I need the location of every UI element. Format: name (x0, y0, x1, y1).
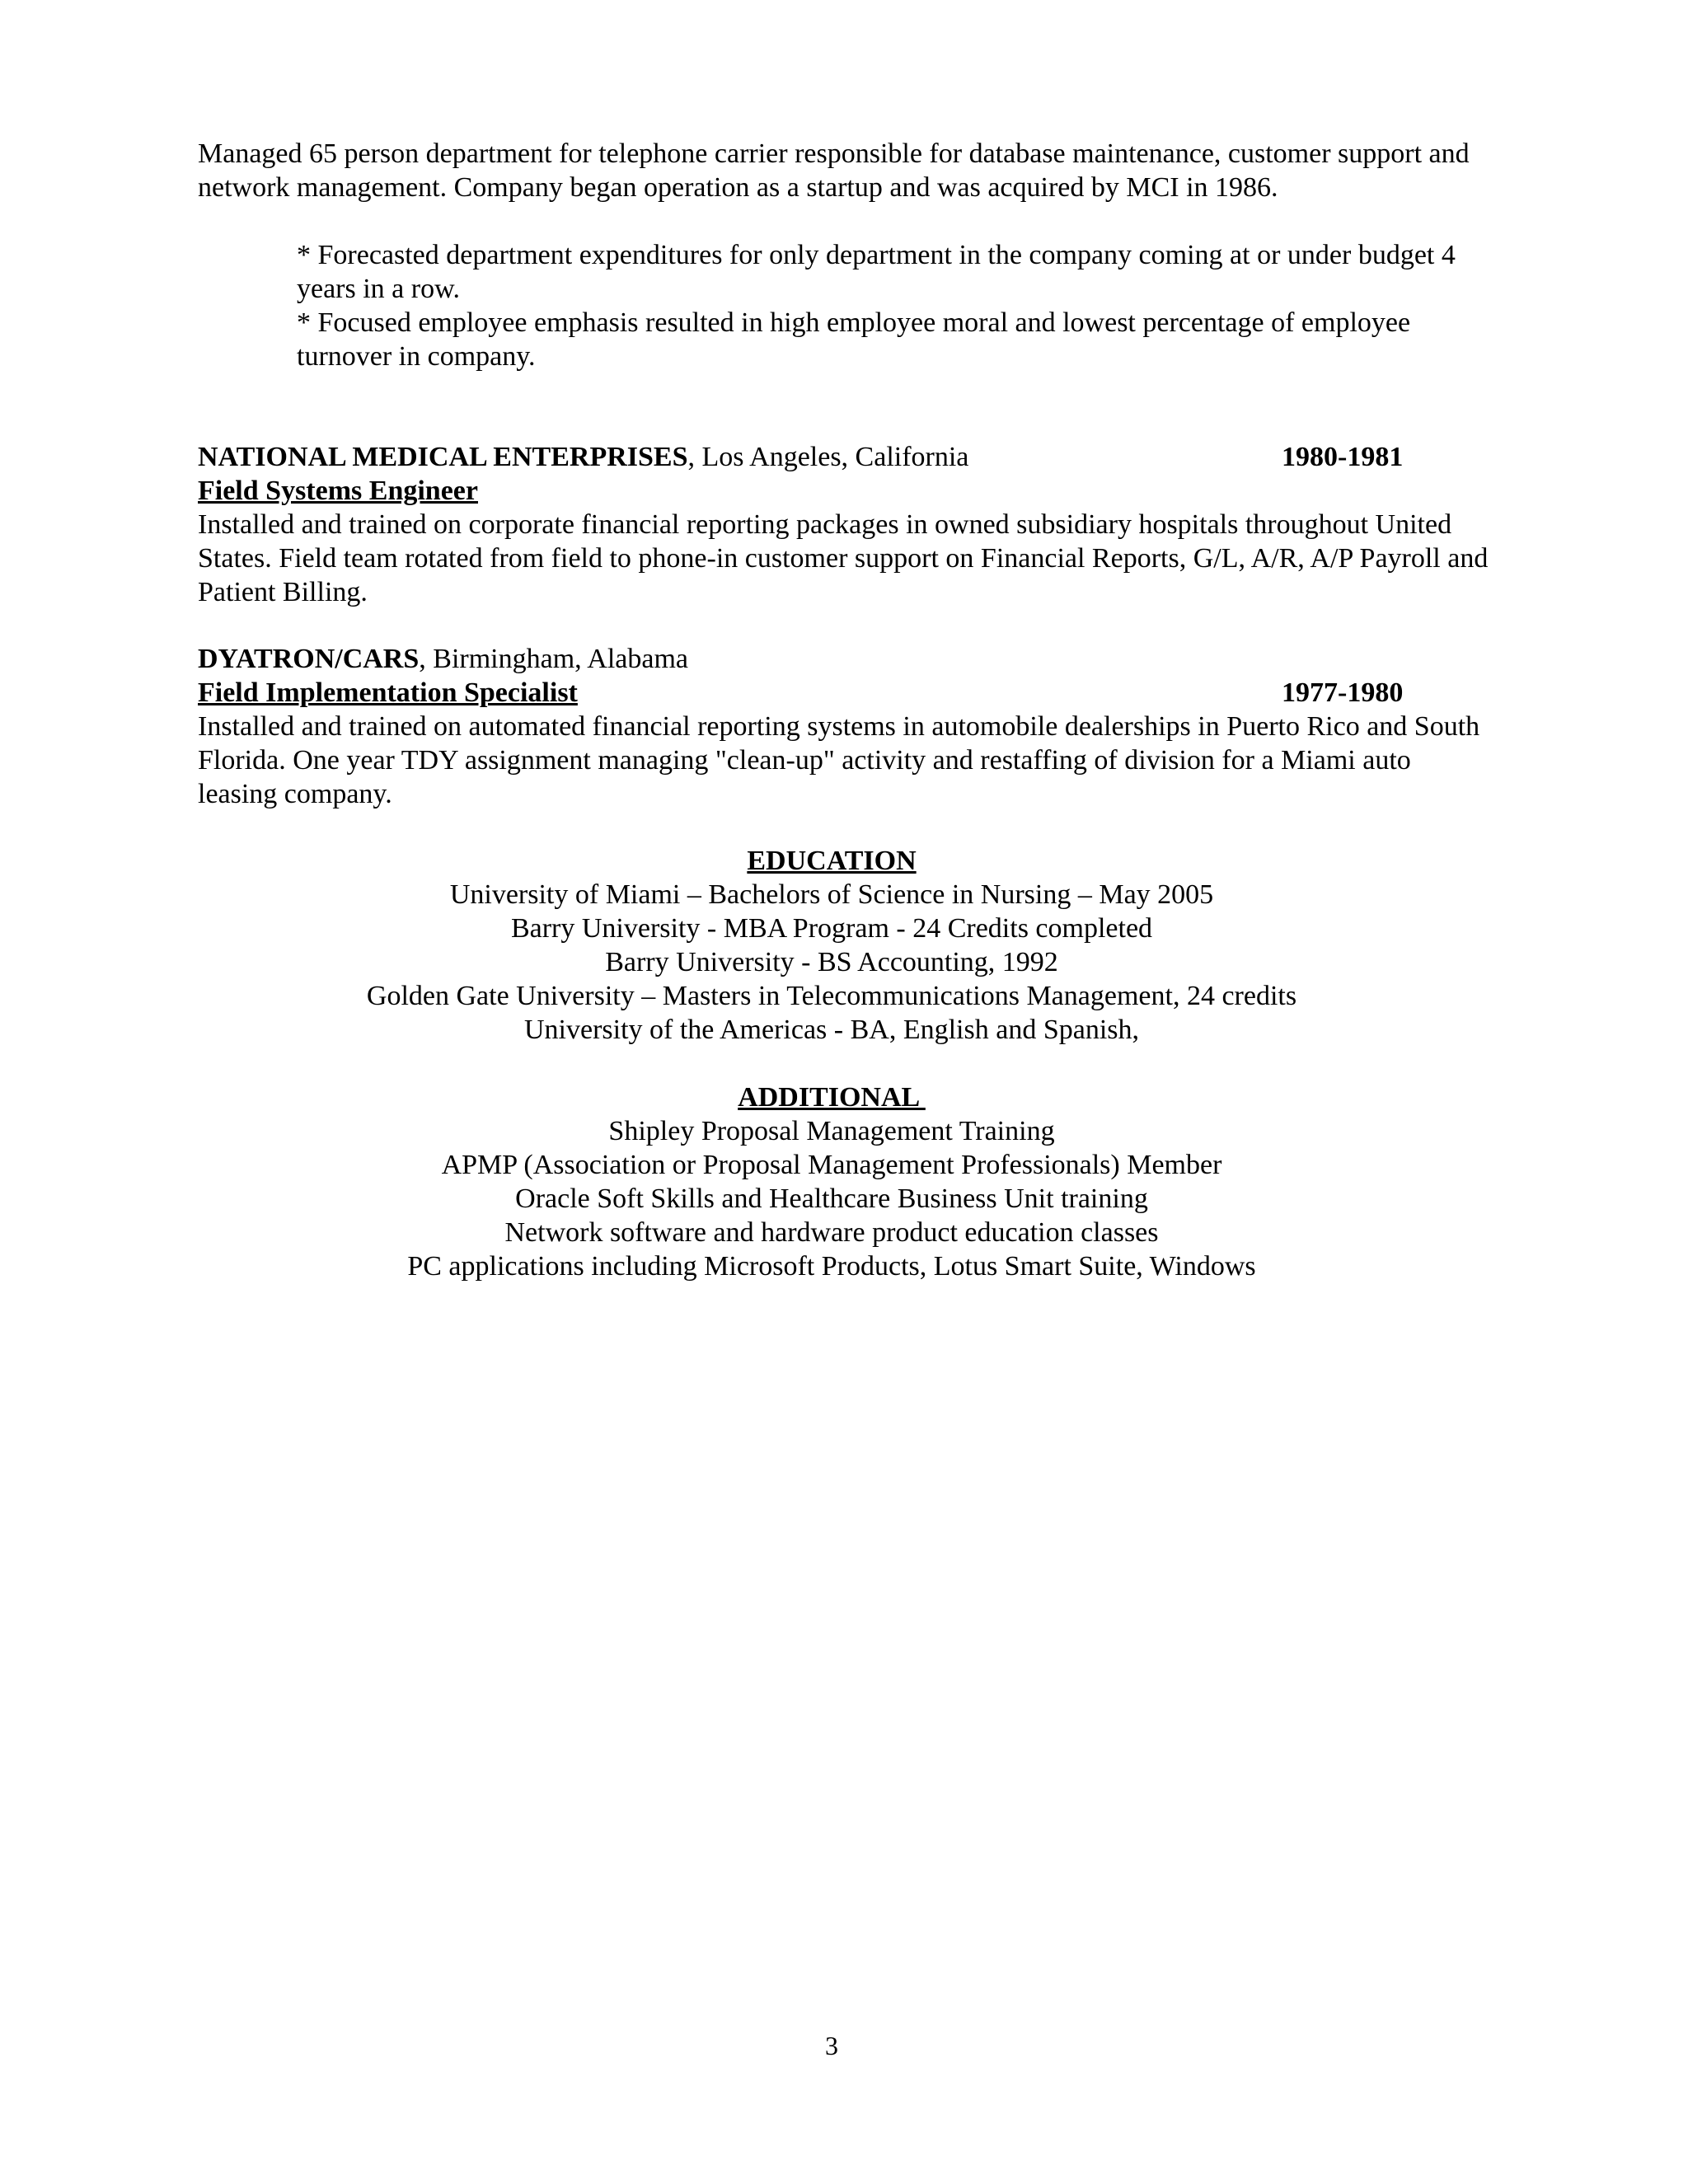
job-title: Field Implementation Specialist (198, 677, 578, 708)
education-item: Barry University - MBA Program - 24 Credits completed (510, 913, 1153, 944)
additional-item: Shipley Proposal Management Training (608, 1116, 1055, 1146)
intro-paragraph: Managed 65 person department for telephone carrier responsible for database maintenance, customer support and network management. Company began operation as a startup and was acquired by MCI in 1986. (198, 138, 1470, 203)
additional-item: Network software and hardware product education classes (504, 1217, 1159, 1248)
job-description: Installed and trained on corporate financial reporting packages in owned subsidiary hospitals throughout United States. Field team rotated from field to phone-in customer support on Financial Reports, G/L, A/R, A/P Payroll and Patient Billing. (198, 509, 1489, 607)
job-company: NATIONAL MEDICAL ENTERPRISES (198, 442, 688, 472)
page-number: 3 (825, 2031, 838, 2060)
job-description: Installed and trained on automated financial reporting systems in automobile dealerships in Puerto Rico and South Florida. One year TDY assignment managing "clean-up" activity and restaffing of division for a Miami auto leasing company. (198, 711, 1480, 809)
education-heading: EDUCATION (747, 846, 917, 876)
intro-bullet: * Focused employee emphasis resulted in high employee moral and lowest percentage of employee turnover in company. (297, 307, 1411, 372)
intro-bullet: * Forecasted department expenditures for only department in the company coming at or under budget 4 years in a row. (297, 240, 1456, 304)
education-item: University of the Americas - BA, English and Spanish, (523, 1015, 1139, 1045)
job-company: DYATRON/CARS (198, 644, 420, 674)
job-dates: 1977-1980 (1282, 677, 1404, 708)
additional-item: Oracle Soft Skills and Healthcare Business Unit training (515, 1183, 1148, 1214)
job-location: , Los Angeles, California (687, 442, 969, 472)
job-dates: 1980-1981 (1282, 442, 1404, 472)
additional-item: PC applications including Microsoft Products, Lotus Smart Suite, Windows (407, 1251, 1256, 1282)
education-item: Golden Gate University – Masters in Telecommunications Management, 24 credits (366, 981, 1297, 1011)
job-header (198, 440, 968, 474)
additional-heading: ADDITIONAL (738, 1082, 926, 1113)
education-item: University of Miami – Bachelors of Science in Nursing – May 2005 (449, 879, 1214, 910)
education-item: Barry University - BS Accounting, 1992 (605, 947, 1058, 977)
job-header (198, 642, 688, 676)
job-location: , Birmingham, Alabama (419, 644, 688, 674)
job-title: Field Systems Engineer (198, 476, 478, 506)
additional-item: APMP (Association or Proposal Management Professionals) Member (441, 1150, 1222, 1180)
